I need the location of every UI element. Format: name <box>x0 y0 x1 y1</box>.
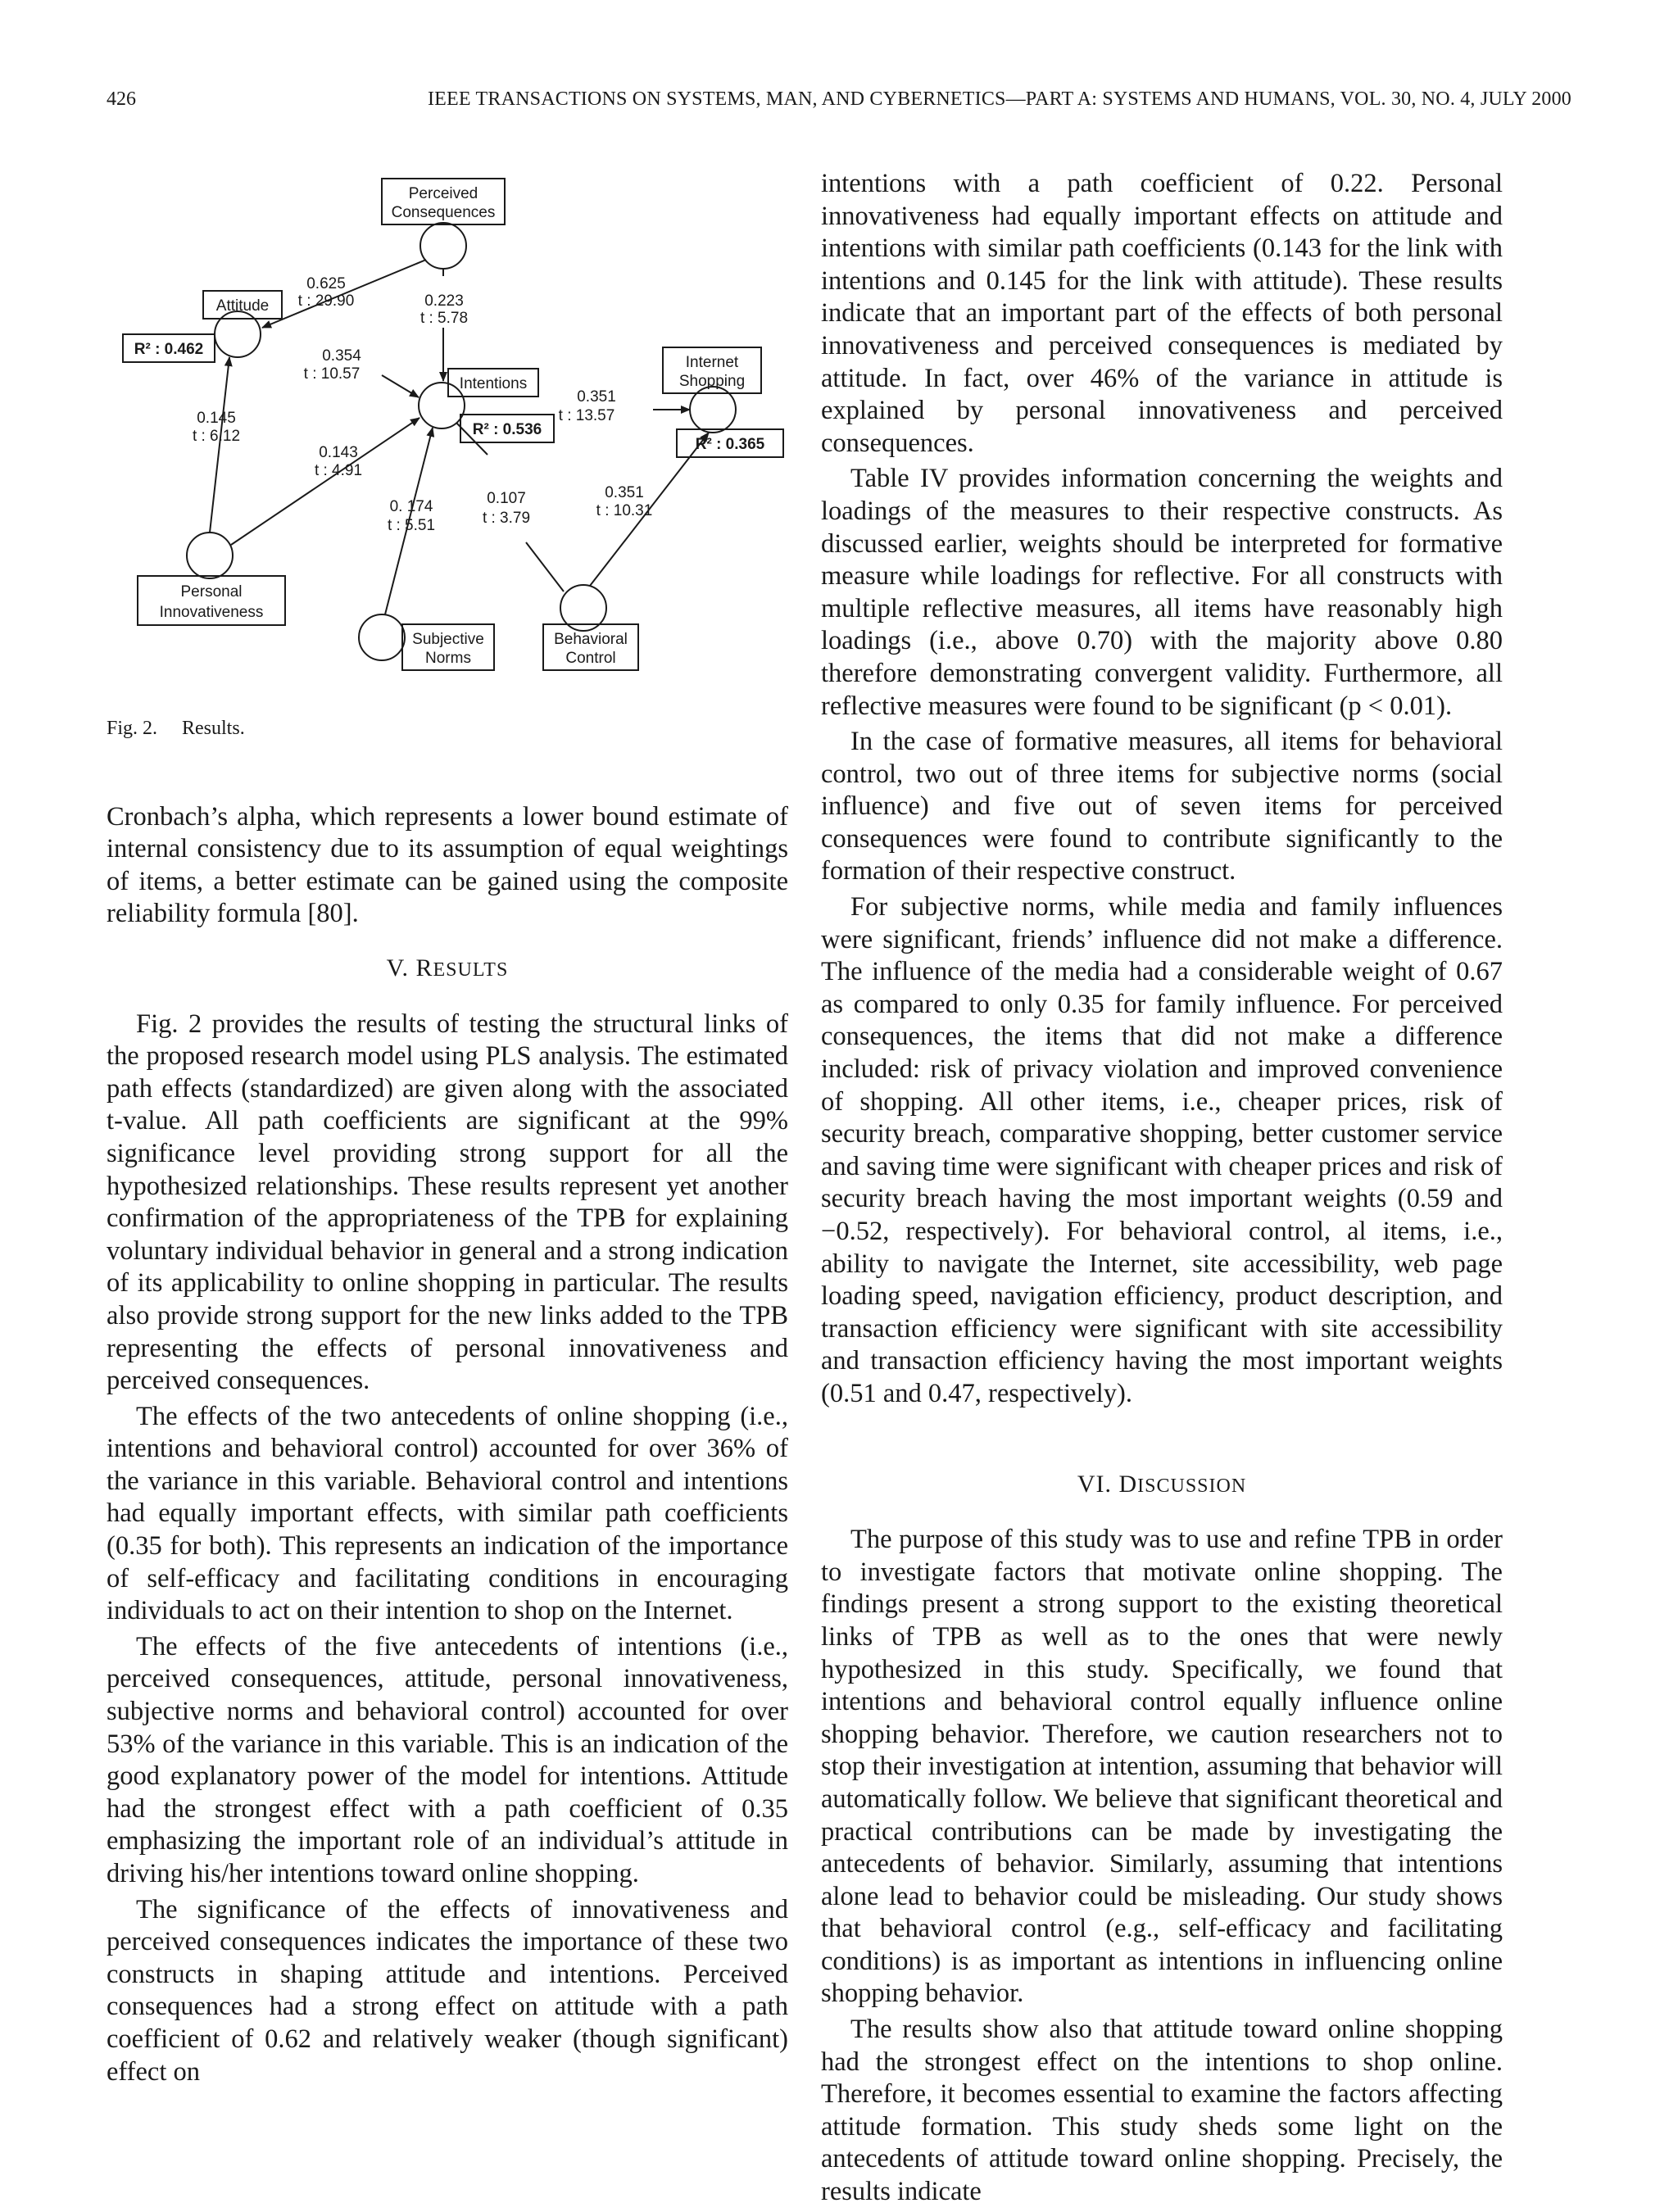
pc-attitude-t: t : 29.90 <box>297 292 355 310</box>
sn-label-1: Subjective <box>412 631 484 648</box>
paragraph: The purpose of this study was to use and refine TPB in order to investigate factors that motivate online shopping. The findings present a strong support to the existing theoretical links of TPB as well as to the ones that were newly hypothesized in this study. Specifically, we found that intentions and behavioral control equally influence online shopping behavior. Therefore, we caution researchers not to stop their investigation at intention, assuming that behavior will automatically follow. We believe that significant theoretical and practical contributions can be made by investigating the antecedents of behavior. Similarly, assuming that intentions alone lead to behavior could be misleading. Our study shows that behavioral control (e.g., self-efficacy and facilitating conditions) is as important as intentions in influencing online shopping behavior. <box>821 1525 1503 2009</box>
figure-caption <box>107 713 788 746</box>
left-column <box>107 172 788 2092</box>
section-heading-results: V. RESULTS <box>386 954 509 981</box>
page-number: 426 <box>107 88 136 110</box>
running-head: IEEE TRANSACTIONS ON SYSTEMS, MAN, AND CYBERNETICS—PART A: SYSTEMS AND HUMANS, VOL. 30, NO. 4, JULY 2000 <box>427 88 1571 110</box>
pc-attitude-coef: 0.625 <box>306 275 346 292</box>
pc-intentions-t: t : 5.78 <box>420 310 469 327</box>
att-int-coef: 0.354 <box>322 347 361 365</box>
attitude-label: Attitude <box>215 297 270 315</box>
path-diagram <box>107 172 788 680</box>
paragraph-continued: intentions with a path coefficient of 0.22. Personal innovativeness had equally important effects on attitude and intentions with similar path coefficients (0.143 for the link with intentions and 0.145 for the link with attitude). These results indicate that an important part of the effects of both personal innovativeness and perceived consequences is mediated by attitude. In fact, over 46% of the variance in attitude is explained by personal innovativeness and perceived consequences. <box>821 169 1503 458</box>
paragraph: The effects of the five antecedents of intentions (i.e., perceived consequences, attitude, personal innovativeness, subjective norms and behavioral control) accounted for over 53% of the variance in this variable. This is an indication of the good explanatory power of the model for intentions. Attitude had the strongest effect with a path coefficient of 0.35 emphasizing the important role of an individual’s attitude in driving his/her intentions toward online shopping. <box>107 1631 788 1888</box>
bc-int-coef: 0.107 <box>487 490 526 507</box>
paragraph: The effects of the two antecedents of online shopping (i.e., intentions and behavioral control) accounted for over 36% of the variance in this variable. Behavioral control and intentions had equally important effects, with similar path coefficients (0.35 for both). This represents an indication of the importance of self-efficacy and facilitating conditions in encouraging individuals to act on their intention to shop on the Internet. <box>107 1401 788 1626</box>
paragraph: In the case of formative measures, all items for behavioral control, two out of three items for subjective norms (social influence) and five out of seven items for perceived consequences were found to contribute significantly to the formation of their respective construct. <box>821 727 1503 886</box>
caption-label: Fig. 2. <box>107 718 158 739</box>
perceived-consequences-circle <box>420 223 466 269</box>
intentions-label: Intentions <box>459 375 528 392</box>
paragraph: For subjective norms, while media and family influences were significant, friends’ influence did not make a difference. The influence of the media had a considerable weight of 0.67 as compared to only 0.35 for family influence. For perceived consequences, the items that did not make a difference included: risk of privacy violation and improved convenience of shopping. All other items, i.e., cheaper prices, risk of security breach, comparative shopping, better customer service and saving time were significant with cheaper prices and risk of security breach having the most important weights (0.59 and −0.52, respectively). For behavioral control, al items, i.e., ability to navigate the Internet, site accessibility, web page loading speed, navigation efficiency, product description, and transaction efficiency were significant with site accessibility and transaction efficiency having the most important weights (0.51 and 0.47, respectively). <box>821 892 1503 1408</box>
pi-label-2: Innovativeness <box>159 604 264 621</box>
paragraph: The significance of the effects of innovativeness and perceived consequences indicates the importance of these two constructs in shaping attitude and intentions. Perceived consequences had a strong effect on attitude with a path coefficient of 0.62 and relatively weaker (though significant) effect on <box>107 1894 788 2087</box>
int-shop-coef: 0.351 <box>577 388 616 406</box>
paragraph: The results show also that attitude toward online shopping had the strongest effect on the intentions to shop online. Therefore, it becomes essential to examine the factors affecting attitude formation. This study sheds some light on the antecedents of attitude toward online shopping. Precisely, the results indicate <box>821 2015 1503 2207</box>
arrow-attitude-intentions <box>382 375 419 397</box>
sn-int-coef: 0. 174 <box>389 498 433 515</box>
paragraph: Table IV provides information concerning the weights and loadings of the measures to their respective constructs. As discussed earlier, weights should be interpreted for formative measure while loadings for reflective. For all constructs with multiple reflective measures, all items have reasonably high loadings (i.e., above 0.70) with the majority above 0.80 therefore demonstrating convergent validity. Furthermore, all reflective measures were found to be significant (p < 0.01). <box>821 464 1503 721</box>
pi-label-1: Personal <box>180 583 243 601</box>
intentions-circle <box>419 383 465 428</box>
bc-label-2: Control <box>565 650 616 667</box>
paragraph: Fig. 2 provides the results of testing the structural links of the proposed research model using PLS analysis. The estimated path effects (standardized) are given along with the associated t-value. All path coefficients are significant at the 99% significance level providing strong support for all the hypothesized relationships. These results represent yet another confirmation of the appropriateness of the TPB for explaining voluntary individual behavior in general and a strong indication of its applicability to online shopping in particular. The results also provide strong support for the new links added to the TPB representing the effects of personal innovativeness and perceived consequences. <box>107 1009 788 1396</box>
attitude-r2: R² : 0.462 <box>134 341 204 358</box>
pi-int-coef: 0.143 <box>319 444 358 461</box>
pi-att-t: t : 6.12 <box>192 428 241 445</box>
section-heading-discussion: VI. DISCUSSION <box>1077 1470 1247 1498</box>
shopping-label-2: Shopping <box>678 373 746 390</box>
caption-text: Results. <box>182 718 245 739</box>
arrow-pi-attitude <box>210 357 229 533</box>
bc-int-t: t : 3.79 <box>482 510 531 527</box>
sn-int-t: t : 5.51 <box>387 517 436 534</box>
pc-intentions-coef: 0.223 <box>424 292 464 310</box>
personal-innovativeness-circle <box>187 533 233 578</box>
results-figure <box>107 172 788 680</box>
att-int-t: t : 10.57 <box>303 365 361 383</box>
bc-shop-t: t : 10.31 <box>596 502 653 519</box>
intentions-r2: R² : 0.536 <box>472 421 542 438</box>
bc-shop-coef: 0.351 <box>605 484 644 501</box>
bc-label-1: Behavioral <box>554 631 628 648</box>
pi-att-coef: 0.145 <box>197 410 236 427</box>
sn-label-2: Norms <box>425 650 471 667</box>
pc-label-1: Perceived <box>408 185 478 202</box>
right-column <box>821 168 1503 2212</box>
shopping-label-1: Internet <box>685 354 739 371</box>
shopping-r2: R² : 0.365 <box>695 436 765 453</box>
pc-label-2: Consequences <box>391 204 496 221</box>
arrow-bc-intentions <box>526 542 564 592</box>
pi-int-t: t : 4.91 <box>314 462 363 479</box>
int-shop-t: t : 13.57 <box>558 407 615 424</box>
subjective-norms-circle <box>359 614 405 660</box>
paragraph-continued: Cronbach’s alpha, which represents a lower bound estimate of internal consistency due to its assumption of equal weightings of items, a better estimate can be gained using the composite reliability formula [80]. <box>107 801 788 929</box>
